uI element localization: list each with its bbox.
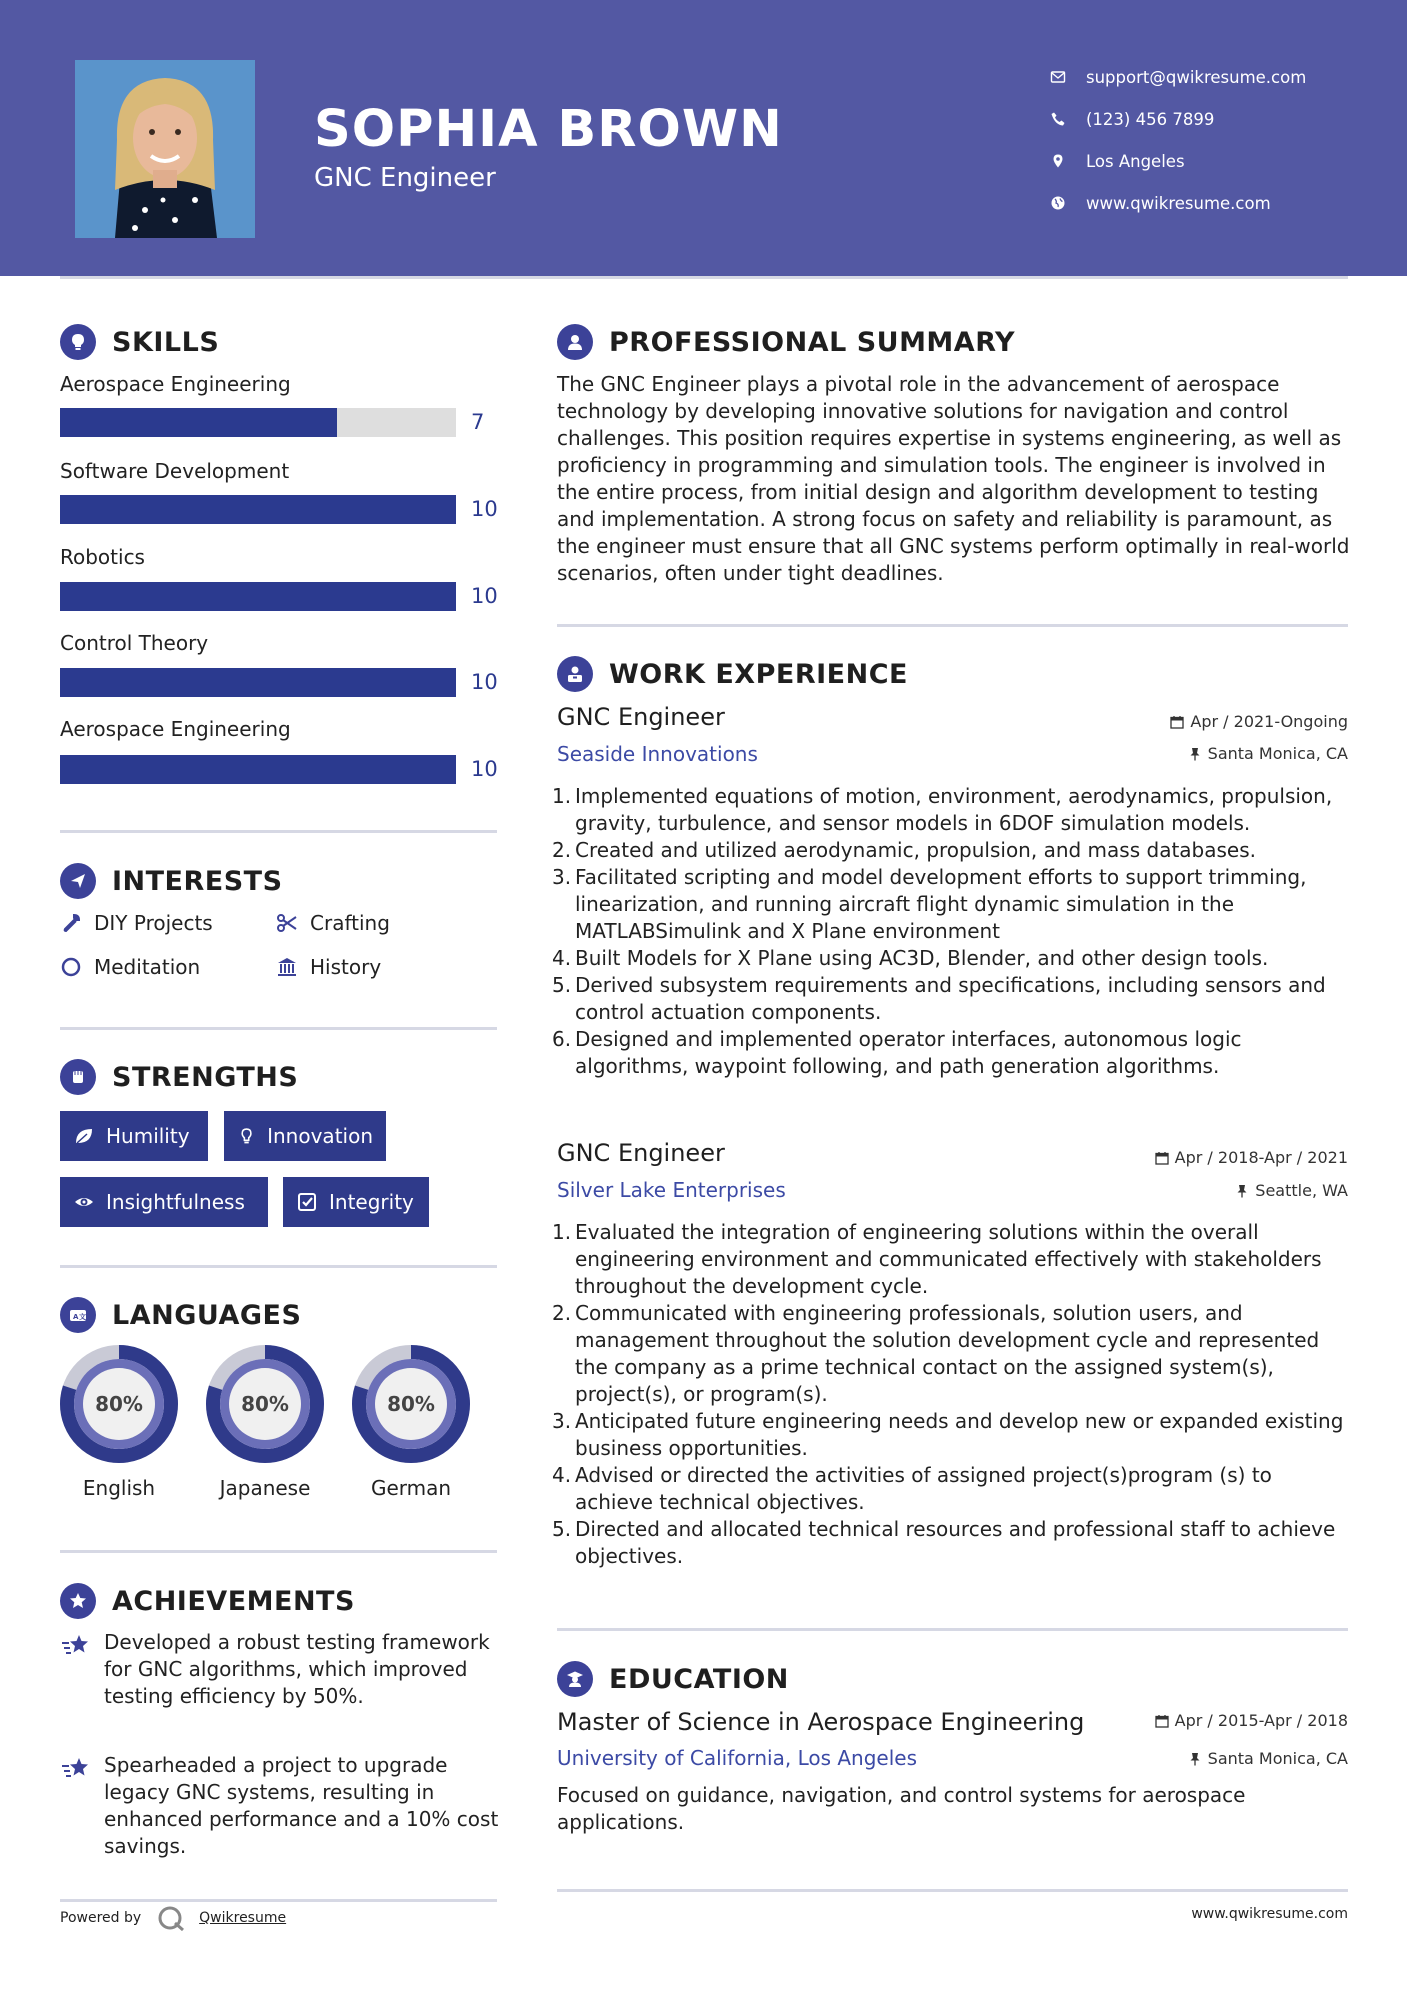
language-item [205, 1344, 325, 1500]
education-heading [557, 1661, 789, 1697]
summary-title: PROFESSIONAL SUMMARY [609, 326, 1016, 358]
skill-bar-fill [60, 668, 456, 697]
job-title: GNC Engineer [557, 703, 725, 731]
qwikresume-link[interactable]: Qwikresume [199, 1910, 287, 1926]
languages-heading [60, 1297, 301, 1333]
duty-item: Advised or directed the activities of assigned project(s)program (s) to achieve technical objectives. [575, 1463, 1272, 1514]
interest-item [276, 955, 381, 979]
language-ring [205, 1344, 325, 1464]
contact-website-text: www.qwikresume.com [1086, 193, 1271, 213]
job-company: Seaside Innovations [557, 742, 758, 766]
job-dates [1170, 712, 1348, 731]
skill-bar-fill [60, 755, 456, 784]
skill-bar-fill [60, 408, 337, 437]
section-divider [60, 1899, 497, 1902]
interest-item [276, 911, 390, 935]
summary-text: The GNC Engineer plays a pivotal role in the advancement of aerospace technology by developing innovative solutions for navigation and control challenges. This position requires expertise in systems engineering, as well as proficiency in programming and simulation tools. The engineer is involved in the entire process, from initial design and algorithm development to testing and implementation. A strong focus on safety and reliability is paramount, as the engineer must ensure that all GNC systems perform optimally in real-world scenarios, often under tight deadlines. [557, 372, 1350, 585]
achievement-item [60, 1752, 500, 1860]
profile-photo [75, 60, 255, 238]
strength-tag [60, 1111, 208, 1161]
contact-phone-text: (123) 456 7899 [1086, 109, 1215, 129]
section-divider [60, 1265, 497, 1268]
lightbulb-icon [237, 1125, 256, 1147]
skill-value: 10 [471, 584, 498, 608]
language-ring [59, 1344, 179, 1464]
interest-item [60, 955, 200, 979]
achievement-text: Spearheaded a project to upgrade legacy GNC systems, resulting in enhanced performance and a 10% cost savings. [104, 1753, 499, 1858]
checkbox-icon [296, 1191, 318, 1213]
star-badge-icon [60, 1583, 96, 1619]
achievements-title: ACHIEVEMENTS [112, 1585, 355, 1617]
skill-bar [60, 668, 456, 697]
language-percent: 80% [387, 1392, 435, 1416]
contact-location-text: Los Angeles [1086, 151, 1185, 171]
education-description: Focused on guidance, navigation, and control systems for aerospace applications. [557, 1783, 1246, 1834]
strength-label: Integrity [329, 1190, 414, 1214]
skills-heading [60, 324, 219, 360]
scissors-icon [276, 912, 298, 934]
job-duties [552, 1219, 1352, 1570]
shooting-star-icon [60, 1629, 92, 1661]
contact-location [1050, 140, 1306, 182]
section-divider [60, 830, 497, 833]
job-title: GNC Engineer [557, 1139, 725, 1167]
job-duties [552, 783, 1352, 1080]
job-location-text: Santa Monica, CA [1207, 744, 1348, 763]
svg-text:A: A [73, 1313, 79, 1321]
education-degree: Master of Science in Aerospace Engineering [557, 1708, 1085, 1736]
map-pin-icon [1050, 153, 1066, 169]
strength-label: Innovation [267, 1124, 373, 1148]
section-divider [60, 1027, 497, 1030]
language-ring [351, 1344, 471, 1464]
skill-bar-fill [60, 582, 456, 611]
experience-title: WORK EXPERIENCE [609, 658, 908, 690]
fist-icon [60, 1059, 96, 1095]
museum-icon [276, 956, 298, 978]
interest-label: Meditation [94, 955, 201, 979]
strength-label: Humility [106, 1124, 190, 1148]
strength-tag [60, 1177, 268, 1227]
interest-label: Crafting [310, 911, 390, 935]
skill-label: Aerospace Engineering [60, 717, 291, 741]
language-name: English [82, 1476, 156, 1500]
user-icon [557, 324, 593, 360]
skill-bar-fill [60, 495, 456, 524]
skill-label: Robotics [60, 545, 145, 569]
pushpin-icon [1188, 747, 1202, 761]
svg-text:文: 文 [79, 1313, 87, 1321]
education-title: EDUCATION [609, 1663, 789, 1695]
summary-heading [557, 324, 1015, 360]
skill-label: Control Theory [60, 631, 209, 655]
contact-list [1050, 56, 1306, 224]
job-dates [1155, 1148, 1348, 1167]
language-percent: 80% [95, 1392, 143, 1416]
skill-value: 10 [471, 670, 498, 694]
strengths-heading [60, 1059, 298, 1095]
strength-label: Insightfulness [106, 1190, 245, 1214]
achievement-item [60, 1629, 500, 1710]
skill-value: 10 [471, 497, 498, 521]
duty-item: Communicated with engineering professionals, solution users, and management throughout the solution development cycle and represented the company as a prime technical contact on the assigned system(s), project(s), or program(s). [575, 1301, 1320, 1406]
education-school: University of California, Los Angeles [557, 1746, 918, 1770]
wrench-icon [60, 912, 82, 934]
skill-bar [60, 408, 456, 437]
interest-item [60, 911, 213, 935]
skill-bar [60, 755, 456, 784]
experience-heading [557, 656, 908, 692]
duty-item: Built Models for X Plane using AC3D, Blender, and other design tools. [575, 946, 1269, 970]
header-divider [60, 276, 1348, 279]
graduate-icon [557, 1661, 593, 1697]
skill-label: Software Development [60, 459, 290, 483]
resume-header [0, 0, 1407, 276]
lightbulb-icon [60, 324, 96, 360]
leaf-icon [73, 1125, 95, 1147]
education-dates [1155, 1711, 1348, 1730]
candidate-role: GNC Engineer [314, 163, 496, 193]
education-dates-text: Apr / 2015-Apr / 2018 [1174, 1711, 1348, 1730]
eye-icon [73, 1191, 95, 1213]
job-location-text: Seattle, WA [1255, 1181, 1348, 1200]
powered-by-label: Powered by [60, 1910, 142, 1926]
duty-item: Directed and allocated technical resources and professional staff to achieve objectives. [575, 1517, 1336, 1568]
interest-label: History [310, 955, 382, 979]
education-location-text: Santa Monica, CA [1207, 1749, 1348, 1768]
language-percent: 80% [241, 1392, 289, 1416]
pushpin-icon [1188, 1752, 1202, 1766]
footer-powered-by [60, 1905, 286, 1931]
globe-icon [1050, 195, 1066, 211]
calendar-icon [1155, 1714, 1169, 1728]
skill-value: 10 [471, 757, 498, 781]
language-name: German [370, 1476, 452, 1500]
skills-title: SKILLS [112, 326, 220, 358]
language-item [59, 1344, 179, 1500]
paper-plane-icon [60, 863, 96, 899]
language-icon [60, 1297, 96, 1333]
job-location [1188, 744, 1348, 763]
envelope-icon [1050, 69, 1066, 85]
language-name: Japanese [219, 1476, 311, 1500]
strength-tag [283, 1177, 429, 1227]
strength-tag [224, 1111, 386, 1161]
contact-phone[interactable] [1050, 98, 1306, 140]
duty-item: Implemented equations of motion, environment, aerodynamics, propulsion, gravity, turbulence, and sensor models in 6DOF simulation models. [575, 784, 1333, 835]
phone-icon [1050, 111, 1066, 127]
pushpin-icon [1235, 1184, 1249, 1198]
achievements-heading [60, 1583, 355, 1619]
duty-item: Derived subsystem requirements and specifications, including sensors and control actuation components. [575, 973, 1326, 1024]
contact-website[interactable] [1050, 182, 1306, 224]
skill-bar [60, 582, 456, 611]
job-dates-text: Apr / 2018-Apr / 2021 [1174, 1148, 1348, 1167]
qwikresume-logo-icon [155, 1905, 189, 1931]
interests-heading [60, 863, 283, 899]
shooting-star-icon [60, 1752, 92, 1784]
section-divider [557, 624, 1348, 627]
section-divider [557, 1628, 1348, 1631]
job-location [1235, 1181, 1348, 1200]
duty-item: Facilitated scripting and model development efforts to support trimming, linearization, and running aircraft flight dynamic simulation in the MATLABSimulink and X Plane environment [575, 865, 1307, 943]
skill-bar [60, 495, 456, 524]
strengths-title: STRENGTHS [112, 1061, 299, 1093]
job-dates-text: Apr / 2021-Ongoing [1190, 712, 1348, 731]
contact-email[interactable] [1050, 56, 1306, 98]
calendar-icon [1170, 715, 1184, 729]
contact-email-text: support@qwikresume.com [1086, 67, 1307, 87]
interests-title: INTERESTS [112, 865, 283, 897]
skill-value: 7 [471, 410, 485, 434]
education-location [1188, 1749, 1348, 1768]
candidate-name: SOPHIA BROWN [314, 100, 783, 159]
language-item [351, 1344, 471, 1500]
languages-title: LANGUAGES [112, 1299, 302, 1331]
section-divider [557, 1889, 1348, 1892]
section-divider [60, 1550, 497, 1553]
skill-label: Aerospace Engineering [60, 372, 291, 396]
job-company: Silver Lake Enterprises [557, 1178, 786, 1202]
interest-label: DIY Projects [94, 911, 213, 935]
circle-icon [60, 956, 82, 978]
calendar-icon [1155, 1151, 1169, 1165]
achievement-text: Developed a robust testing framework for GNC algorithms, which improved testing efficiency by 50%. [104, 1630, 490, 1708]
duty-item: Created and utilized aerodynamic, propulsion, and mass databases. [575, 838, 1256, 862]
footer-website[interactable]: www.qwikresume.com [1191, 1906, 1348, 1922]
briefcase-user-icon [557, 656, 593, 692]
duty-item: Designed and implemented operator interfaces, autonomous logic algorithms, waypoint following, and path generation algorithms. [575, 1027, 1242, 1078]
duty-item: Anticipated future engineering needs and develop new or expanded existing business opportunities. [575, 1409, 1344, 1460]
duty-item: Evaluated the integration of engineering solutions within the overall engineering environment and communicated effectively with stakeholders throughout the development cycle. [575, 1220, 1322, 1298]
